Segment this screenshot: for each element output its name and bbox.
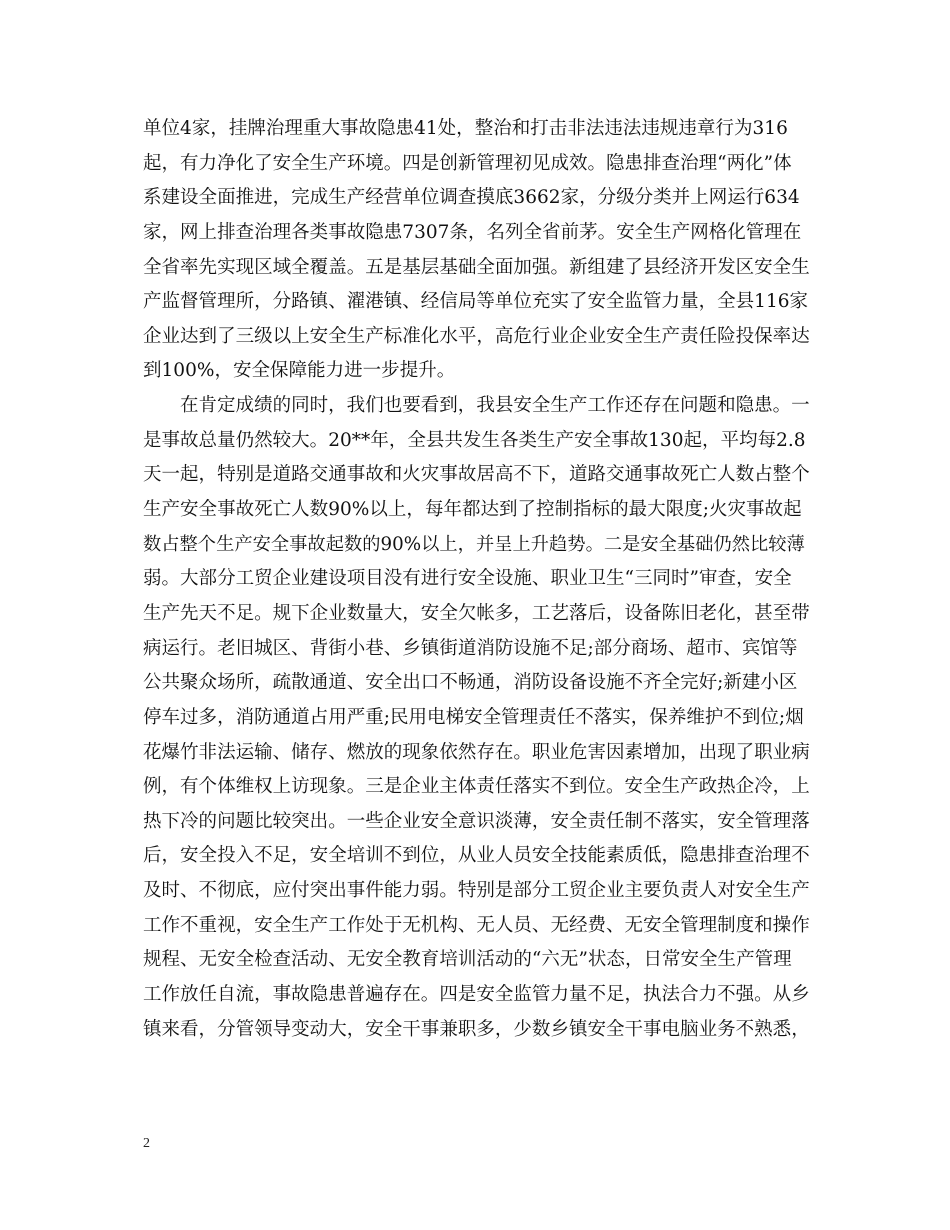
text-line: 是事故总量仍然较大。20**年，全县共发生各类生产安全事故130起，平均每2.8 [143,429,806,451]
text-line: 热下冷的问题比较突出。一些企业安全意识淡薄，安全责任制不落实，安全管理落 [143,810,810,832]
text-line: 系建设全面推进，完成生产经营单位调查摸底3662家，分级分类并上网运行634 [143,187,800,209]
text-line: 企业达到了三级以上安全生产标准化水平，高危行业企业安全生产责任险投保率达 [143,325,810,347]
body-text [143,112,813,1047]
text-line: 生产先天不足。规下企业数量大，安全欠帐多，工艺落后，设备陈旧老化，甚至带 [143,602,810,624]
text-line: 生产安全事故死亡人数90%以上，每年都达到了控制指标的最大限度;火灾事故起 [143,499,802,521]
text-line: 后，安全投入不足，安全培训不到位，从业人员安全技能素质低，隐患排查治理不 [143,845,810,867]
page-number: 2 [143,1136,150,1151]
text-line: 单位4家，挂牌治理重大事故隐患41处，整治和打击非法违法违规违章行为316 [143,118,788,139]
text-line: 家，网上排查治理各类事故隐患7307条，名列全省前茅。安全生产网格化管理在 [143,221,802,243]
paragraph-first-line: 在肯定成绩的同时，我们也要看到，我县安全生产工作还存在问题和隐患。一 [180,395,810,417]
text-line: 天一起，特别是道路交通事故和火灾事故居高不下，道路交通事故死亡人数占整个 [143,464,810,486]
text-line: 到100%，安全保障能力进一步提升。 [143,360,456,382]
text-line: 镇来看，分管领导变动大，安全干事兼职多，少数乡镇安全干事电脑业务不熟悉， [143,1018,810,1040]
text-line: 例，有个体维权上访现象。三是企业主体责任落实不到位。安全生产政热企冷，上 [143,776,810,798]
text-line: 全省率先实现区域全覆盖。五是基层基础全面加强。新组建了县经济开发区安全生 [143,256,810,278]
text-line: 花爆竹非法运输、储存、燃放的现象依然存在。职业危害因素增加，出现了职业病 [143,741,810,763]
text-line: 产监督管理所，分路镇、濯港镇、经信局等单位充实了安全监管力量，全县116家 [143,291,809,313]
text-line: 规程、无安全检查活动、无安全教育培训活动的“六无”状态，日常安全生产管理 [143,949,792,971]
text-line: 及时、不彻底，应付突出事件能力弱。特别是部分工贸企业主要负责人对安全生产 [143,880,810,902]
text-line: 停车过多，消防通道占用严重;民用电梯安全管理责任不落实，保养维护不到位;烟 [143,706,804,728]
text-line: 病运行。老旧城区、背街小巷、乡镇街道消防设施不足;部分商场、超市、宾馆等 [143,637,798,659]
text-line: 数占整个生产安全事故起数的90%以上，并呈上升趋势。二是安全基础仍然比较薄 [143,533,805,555]
text-line: 起，有力净化了安全生产环境。四是创新管理初见成效。隐患排查治理“两化”体 [143,152,792,174]
text-line: 工作不重视，安全生产工作处于无机构、无人员、无经费、无安全管理制度和操作 [143,914,810,936]
text-line: 工作放任自流，事故隐患普遍存在。四是安全监管力量不足，执法合力不强。从乡 [143,984,810,1006]
text-line: 弱。大部分工贸企业建设项目没有进行安全设施、职业卫生“三同时”审查，安全 [143,568,792,590]
text-line: 公共聚众场所，疏散通道、安全出口不畅通，消防设备设施不齐全完好;新建小区 [143,672,798,694]
